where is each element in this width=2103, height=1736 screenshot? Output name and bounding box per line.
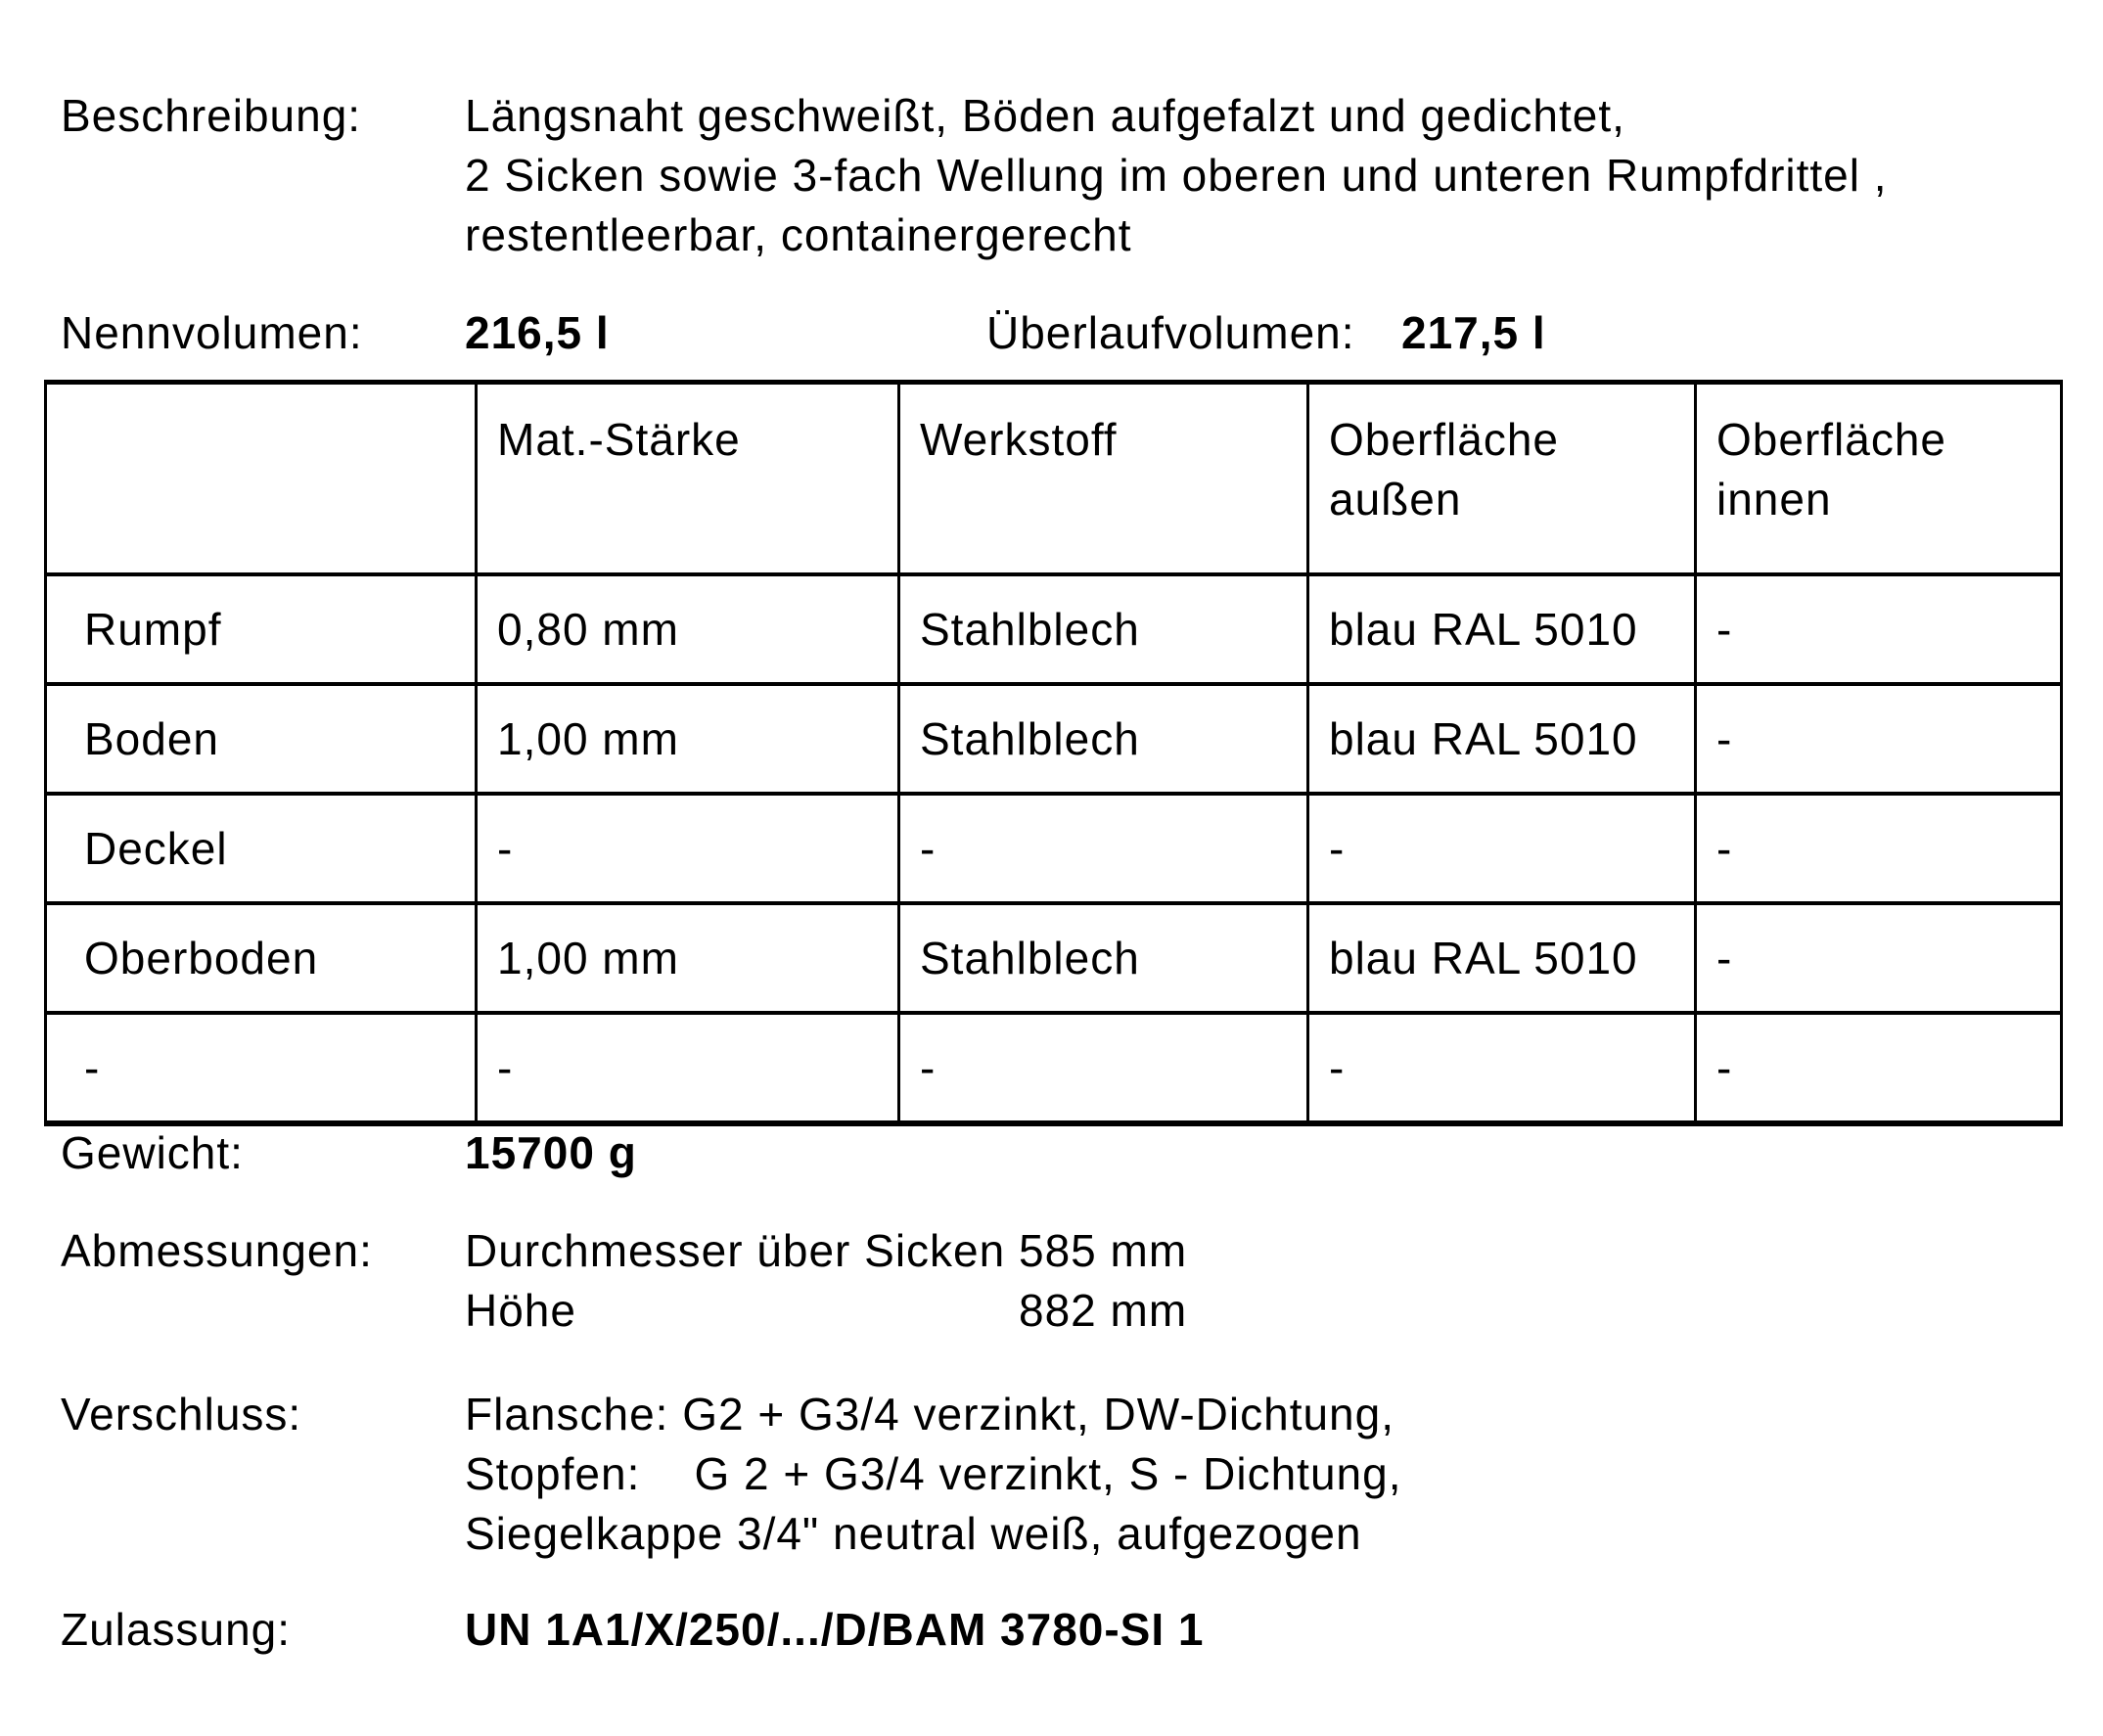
weight-label: Gewicht: [61, 1127, 244, 1178]
weight-value: 15700 g [465, 1127, 637, 1178]
cell-thickness: 1,00 mm [477, 684, 899, 794]
cell-thickness: 0,80 mm [477, 574, 899, 684]
cell-part: Oberboden [46, 903, 477, 1013]
cell-material: - [899, 794, 1308, 903]
header-surface-inside: Oberfläche innen [1696, 383, 2062, 575]
description-line-1: Längsnaht geschweißt, Böden aufgefalzt und gedichtet, [465, 90, 1625, 141]
cell-surface-inside: - [1696, 574, 2062, 684]
overflow-volume-value: 217,5 l [1401, 307, 1546, 358]
table-row [46, 903, 2062, 1013]
table-row [46, 574, 2062, 684]
header-material: Werkstoff [899, 383, 1308, 575]
cell-surface-outside: - [1308, 1013, 1696, 1123]
overflow-volume-label: Überlaufvolumen: [986, 307, 1355, 358]
cell-surface-outside: - [1308, 794, 1696, 903]
approval-label: Zulassung: [61, 1604, 292, 1655]
dimension-height-label: Höhe [465, 1285, 576, 1336]
nominal-volume-value: 216,5 l [465, 307, 610, 358]
cell-surface-outside: blau RAL 5010 [1308, 903, 1696, 1013]
cell-part: Boden [46, 684, 477, 794]
cell-material: - [899, 1013, 1308, 1123]
header-material-thickness: Mat.-Stärke [477, 383, 899, 575]
cell-surface-outside: blau RAL 5010 [1308, 684, 1696, 794]
dimension-height-value: 882 mm [1018, 1285, 1188, 1336]
cell-part: - [46, 1013, 477, 1123]
cell-surface-inside: - [1696, 1013, 2062, 1123]
cell-thickness: - [477, 1013, 899, 1123]
closure-line-2: Stopfen: G 2 + G3/4 verzinkt, S - Dichtung, [465, 1448, 1402, 1499]
cell-material: Stahlblech [899, 903, 1308, 1013]
nominal-volume-label: Nennvolumen: [61, 307, 363, 358]
description-line-2: 2 Sicken sowie 3-fach Wellung im oberen und unteren Rumpfdrittel , [465, 150, 1888, 201]
cell-part: Rumpf [46, 574, 477, 684]
description-text [465, 86, 1888, 265]
cell-material: Stahlblech [899, 684, 1308, 794]
header-part [46, 383, 477, 575]
closure-line-3: Siegelkappe 3/4" neutral weiß, aufgezogen [465, 1508, 1362, 1559]
approval-value: UN 1A1/X/250/.../D/BAM 3780-SI 1 [465, 1604, 1205, 1655]
material-spec-table [44, 380, 2063, 1126]
dimensions-text [465, 1221, 1187, 1341]
table-row [46, 684, 2062, 794]
cell-surface-outside: blau RAL 5010 [1308, 574, 1696, 684]
cell-surface-inside: - [1696, 903, 2062, 1013]
cell-thickness: - [477, 794, 899, 903]
dimension-diameter: Durchmesser über Sicken 585 mm [465, 1225, 1188, 1276]
table-header-row [46, 383, 2062, 575]
description-label: Beschreibung: [61, 90, 362, 141]
cell-surface-inside: - [1696, 794, 2062, 903]
description-line-3: restentleerbar, containergerecht [465, 209, 1132, 260]
table-row [46, 1013, 2062, 1123]
cell-material: Stahlblech [899, 574, 1308, 684]
closure-text [465, 1385, 1402, 1564]
table-row [46, 794, 2062, 903]
closure-line-1: Flansche: G2 + G3/4 verzinkt, DW-Dichtung, [465, 1389, 1395, 1439]
closure-label: Verschluss: [61, 1389, 302, 1439]
cell-thickness: 1,00 mm [477, 903, 899, 1013]
dimensions-label: Abmessungen: [61, 1225, 373, 1276]
cell-surface-inside: - [1696, 684, 2062, 794]
cell-part: Deckel [46, 794, 477, 903]
header-surface-outside: Oberfläche außen [1308, 383, 1696, 575]
